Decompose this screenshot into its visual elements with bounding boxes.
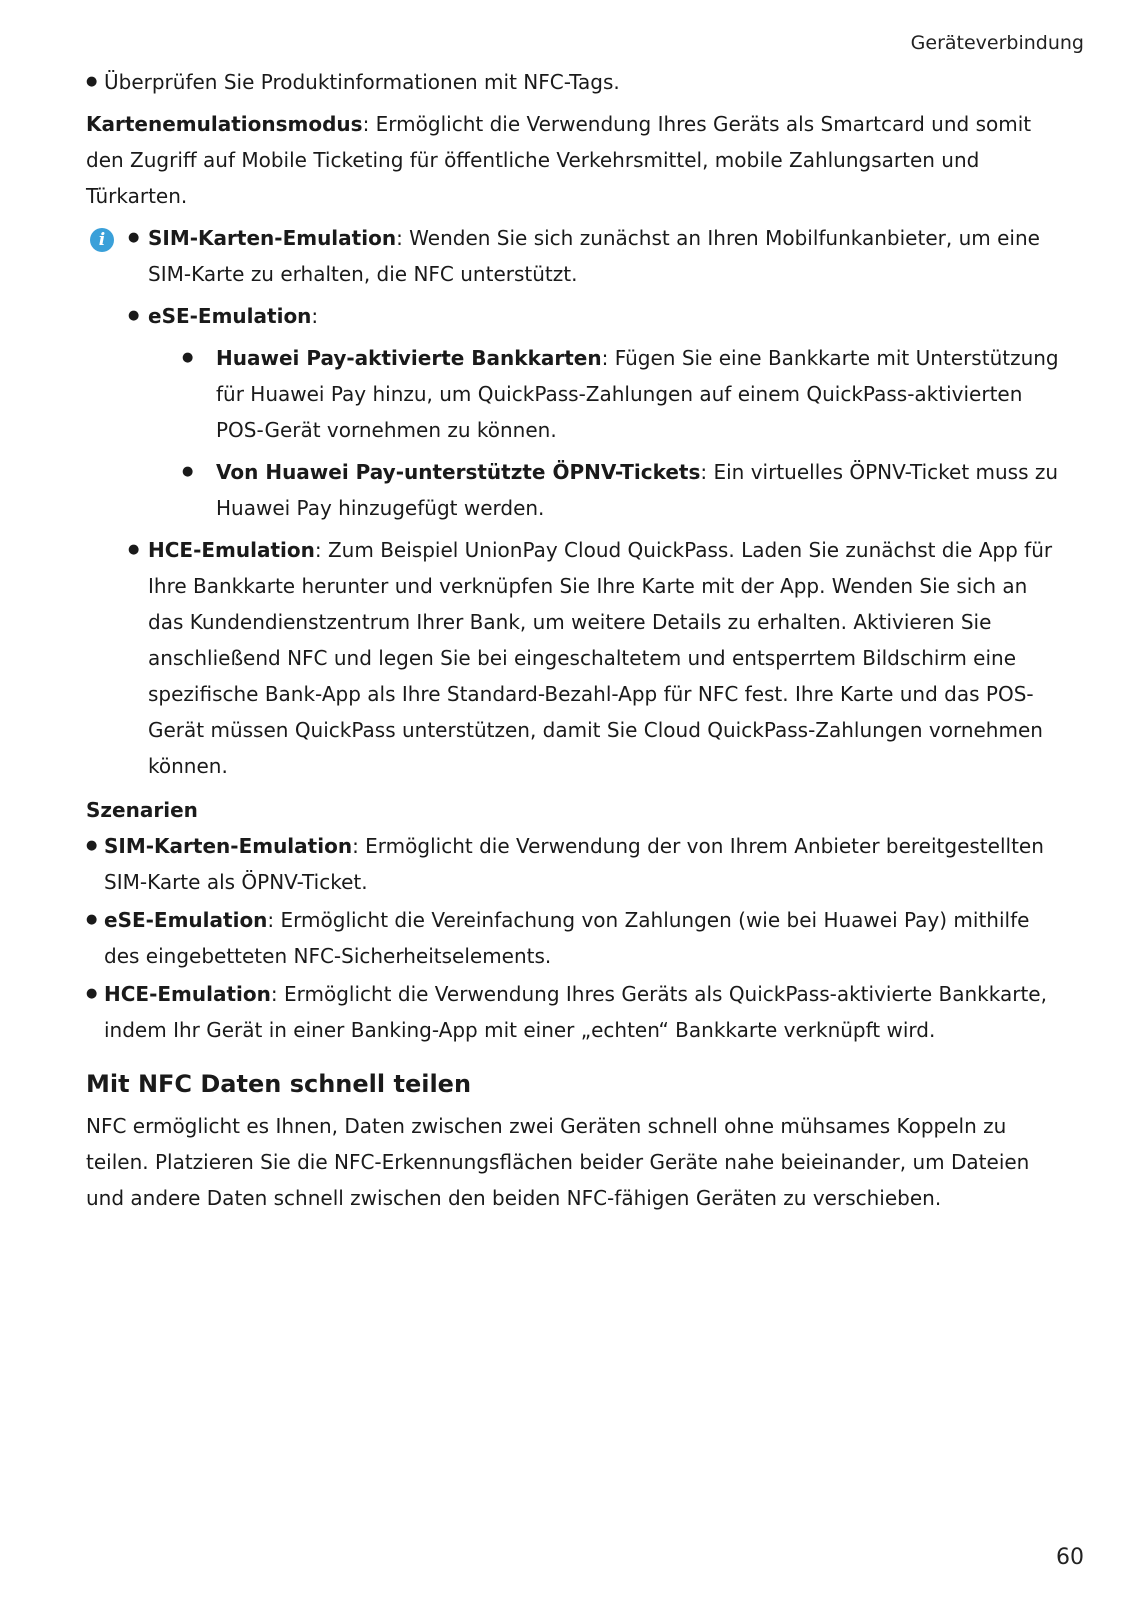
scenario-item-hce bbox=[86, 976, 1066, 1048]
scenarios-title: Szenarien bbox=[86, 798, 198, 822]
note-item-term: SIM-Karten-Emulation bbox=[148, 226, 397, 250]
scenario-term: HCE-Emulation bbox=[104, 982, 271, 1006]
share-section-title: Mit NFC Daten schnell teilen bbox=[86, 1070, 472, 1098]
info-icon: i bbox=[90, 228, 114, 252]
card-emulation-paragraph bbox=[86, 106, 1066, 214]
note-item-term: HCE-Emulation bbox=[148, 538, 315, 562]
sub-item-text: : Ein virtuelles ÖPNV-Ticket muss zu Huawei Pay hinzugefügt werden. bbox=[216, 460, 1059, 520]
page-number: 60 bbox=[1056, 1545, 1084, 1570]
page-content bbox=[86, 64, 1066, 1216]
sub-item-text: : Fügen Sie eine Bankkarte mit Unterstützung für Huawei Pay hinzu, um QuickPass-Zahlungen auf einem QuickPass-aktivierten POS-Gerät vornehmen zu können. bbox=[216, 346, 1059, 442]
scenario-text: : Ermöglicht die Verwendung der von Ihrem Anbieter bereitgestellten SIM-Karte als ÖPNV-Ticket. bbox=[104, 834, 1044, 894]
intro-bullet: ● Überprüfen Sie Produktinformationen mit NFC-Tags. bbox=[86, 64, 1066, 100]
scenario-item-sim bbox=[86, 828, 1066, 900]
sub-item-term: Huawei Pay-aktivierte Bankkarten bbox=[216, 346, 602, 370]
card-emulation-term: Kartenemulationsmodus bbox=[86, 112, 363, 136]
sub-item-term: Von Huawei Pay-unterstützte ÖPNV-Tickets bbox=[216, 460, 701, 484]
note-item-text: : Wenden Sie sich zunächst an Ihren Mobilfunkanbieter, um eine SIM-Karte zu erhalten, die NFC unterstützt. bbox=[148, 226, 1040, 286]
scenario-text: : Ermöglicht die Verwendung Ihres Geräts als QuickPass-aktivierte Bankkarte, indem Ihr Gerät in einer Banking-App mit einer „echten“ Bankkarte verknüpft wird. bbox=[104, 982, 1047, 1042]
running-header: Geräteverbindung bbox=[910, 32, 1084, 54]
scenario-text: : Ermöglicht die Vereinfachung von Zahlungen (wie bei Huawei Pay) mithilfe des eingebetteten NFC-Sicherheitselements. bbox=[104, 908, 1030, 968]
info-note bbox=[86, 220, 1066, 784]
share-section-paragraph: NFC ermöglicht es Ihnen, Daten zwischen zwei Geräten schnell ohne mühsames Koppeln zu teilen. Platzieren Sie die NFC-Erkennungsflächen beider Geräte nahe beieinander, um Dateien und andere Daten schnell zwischen den beiden NFC-fähigen Geräten zu verschieben. bbox=[86, 1114, 1030, 1210]
ese-sub-item-bankcards bbox=[182, 340, 1066, 448]
card-emulation-text: : Ermöglicht die Verwendung Ihres Geräts als Smartcard und somit den Zugriff auf Mobile Ticketing für öffentliche Verkehrsmittel, mobile Zahlungsarten und Türkarten. bbox=[86, 112, 1032, 208]
scenario-term: eSE-Emulation bbox=[104, 908, 268, 932]
note-item-ese bbox=[128, 298, 1066, 526]
note-item-sim bbox=[128, 220, 1066, 292]
note-item-text: : Zum Beispiel UnionPay Cloud QuickPass. Laden Sie zunächst die App für Ihre Bankkarte herunter und verknüpfen Sie Ihre Karte mit der App. Wenden Sie sich an das Kundendienstzentrum Ihrer Bank, um weitere Details zu erhalten. Aktivieren Sie anschließend NFC und legen Sie bei eingeschaltetem und entsperrtem Bildschirm eine spezifische Bank-App als Ihre Standard-Bezahl-App für NFC fest. Ihre Karte und das POS-Gerät müssen QuickPass unterstützen, damit Sie Cloud QuickPass-Zahlungen vornehmen können. bbox=[148, 538, 1053, 778]
scenario-item-ese bbox=[86, 902, 1066, 974]
scenario-term: SIM-Karten-Emulation bbox=[104, 834, 353, 858]
ese-sub-list bbox=[148, 340, 1066, 526]
note-item-hce bbox=[128, 532, 1066, 784]
ese-sub-item-tickets bbox=[182, 454, 1066, 526]
note-item-text: : bbox=[311, 304, 319, 328]
note-item-term: eSE-Emulation bbox=[148, 304, 312, 328]
